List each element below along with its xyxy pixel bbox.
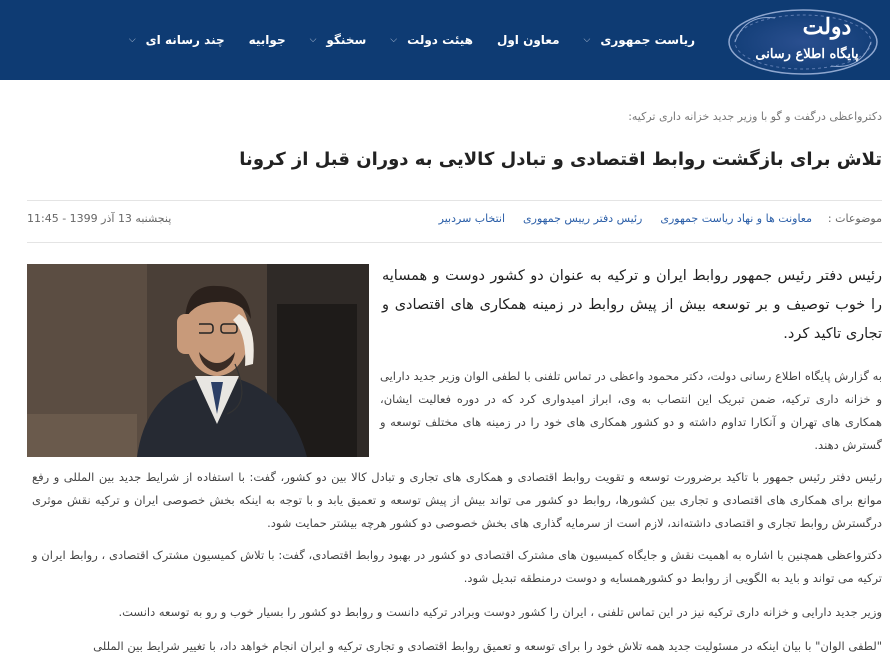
- chevron-down-icon: ⌵: [390, 35, 398, 45]
- article-paragraph: دکترواعظی همچنین با اشاره به اهمیت نقش و جایگاه کمیسیون های مشترک اقتصادی دو کشور در بهبود روابط اقتصادی، گفت: با تلاش کمیسیون مشترک اقتصادی ، روابط ایران و ترکیه می تواند و باید به الگویی از روابط دو کشورهمسایه و دوست درمنطقه تبدیل شود.: [32, 548, 882, 585]
- nav-presidency[interactable]: [584, 33, 695, 47]
- article-paragraph: "لطفی الوان" با بیان اینکه در مسئولیت جدید همه تلاش خود را برای توسعه و تعمیق روابط اقتصادی و تجاری ترکیه و ایران انجام خواهد داد، با تغییر شرایط بین المللی: [93, 639, 882, 653]
- nav-cabinet[interactable]: [390, 33, 473, 47]
- nav-first-vice[interactable]: [497, 33, 560, 47]
- logo-subtitle: پایگاه اطلاع رسانی: [755, 47, 859, 62]
- site-header: [0, 0, 890, 80]
- nav-spokesman[interactable]: [310, 33, 367, 47]
- nav-label: هیئت دولت: [407, 33, 473, 47]
- site-logo[interactable]: [715, 4, 880, 76]
- nav-reply[interactable]: [249, 33, 286, 47]
- main-nav: [105, 0, 695, 80]
- article-paragraph: رئیس دفتر رئیس جمهور با تاکید برضرورت توسعه و تقویت روابط اقتصادی و همکاری های تجاری و تبادل کالا بین دو کشور، گفت: با استفاده از شرایط جدید بین المللی و رفع موانع برای همکاری های اقتصادی و تجاری بین کشورها، روابط دو کشور می تواند بیش از پیش توسعه و تعمیق یابد و با توجه به اینکه بخش خصوصی ایران و ترکیه نقش موثری درگسترش روابط تجاری و اقتصادی داشته‌اند، لازم است از سرمایه گذاری های بخش خصوصی دو کشور هرچه بیشتر حمایت شود.: [32, 470, 882, 530]
- article-title: تلاش برای بازگشت روابط اقتصادی و تبادل کالایی به دوران قبل از کرونا: [239, 149, 882, 170]
- chevron-down-icon: ⌵: [309, 35, 317, 45]
- nav-multimedia[interactable]: [129, 33, 225, 47]
- nav-label: جوابیه: [248, 33, 286, 47]
- topic-link[interactable]: رئیس دفتر رییس جمهوری: [523, 212, 643, 225]
- topics-label: موضوعات :: [827, 212, 882, 225]
- chevron-down-icon: ⌵: [128, 35, 136, 45]
- topics-list: [421, 212, 812, 225]
- article-lead: رئیس دفتر رئیس جمهور روابط ایران و ترکیه به عنوان دو کشور دوست و همسایه را خوب توصیف و بر توسعه بیش از پیش روابط در زمینه همکاری های اقتصادی و تجاری تاکید کرد.: [382, 268, 882, 342]
- logo-emblem: [715, 4, 880, 76]
- chevron-down-icon: ⌵: [583, 35, 591, 45]
- divider: [27, 200, 882, 201]
- photo-man-on-phone: [27, 264, 369, 457]
- article-photo: [27, 264, 369, 457]
- nav-label: چند رسانه ای: [145, 33, 225, 47]
- logo-title: دولت: [802, 14, 852, 40]
- nav-label: معاون اول: [496, 33, 560, 47]
- nav-label: ریاست جمهوری: [600, 33, 695, 47]
- divider: [27, 242, 882, 243]
- article-kicker: دکترواعظی درگفت و گو با وزیر جدید خزانه داری ترکیه:: [628, 110, 882, 123]
- article-paragraph: وزیر جدید دارایی و خزانه داری ترکیه نیز در این تماس تلفنی ، ایران را کشور دوست وبرادر ترکیه دانست و روابط دو کشور را بسیار خوب و رو به توسعه دانست.: [118, 605, 882, 619]
- article-paragraph: به گزارش پایگاه اطلاع رسانی دولت، دکتر محمود واعظی در تماس تلفنی با لطفی الوان وزیر جدید دارایی و خزانه داری ترکیه، ضمن تبریک این انتصاب به وی، ابراز امیدواری کرد که در دوره فعالیت ایشان، همکاری های تهران و آنکارا تداوم داشته و دو کشور همکاری های خود را در زمینه های مختلف توسعه و گسترش دهند.: [380, 369, 882, 452]
- nav-label: سخنگو: [326, 33, 367, 47]
- article-meta: [27, 210, 882, 230]
- topic-link[interactable]: معاونت ها و نهاد ریاست جمهوری: [660, 212, 812, 225]
- topic-link[interactable]: انتخاب سردبیر: [438, 212, 506, 225]
- publish-date: پنجشنبه 13 آذر 1399 - 11:45: [27, 212, 172, 225]
